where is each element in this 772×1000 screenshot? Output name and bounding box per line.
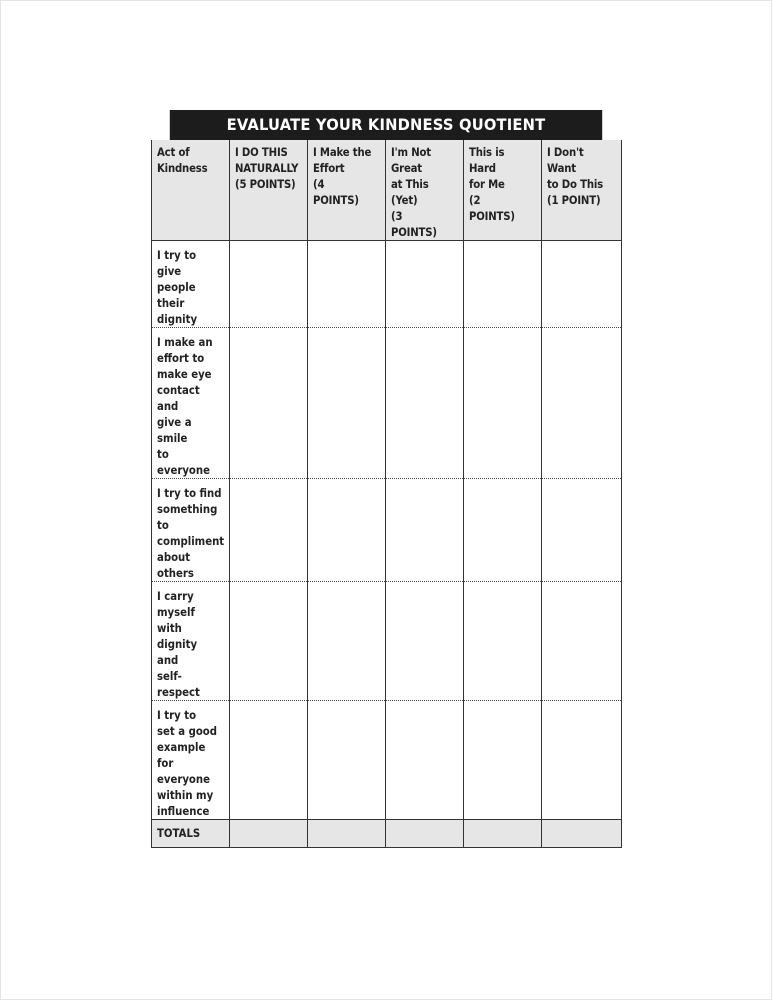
table-row — [152, 479, 622, 582]
worksheet-title: EVALUATE YOUR KINDNESS QUOTIENT — [170, 110, 602, 140]
score-cell[interactable] — [542, 328, 622, 479]
column-header-act: Act of Kindness — [152, 140, 230, 241]
score-cell[interactable] — [386, 479, 464, 582]
row-label: I try to set a good example for everyone within my influence — [152, 701, 230, 820]
score-cell[interactable] — [386, 241, 464, 328]
table-row — [152, 701, 622, 820]
column-header-4-points: I Make the Effort (4 POINTS) — [308, 140, 386, 241]
score-cell[interactable] — [308, 701, 386, 820]
row-label: I try to find something to compliment about others — [152, 479, 230, 582]
row-label: I carry myself with dignity and self-respect — [152, 582, 230, 701]
total-cell[interactable] — [542, 820, 622, 848]
table-row — [152, 241, 622, 328]
column-header-5-points: I DO THIS NATURALLY (5 POINTS) — [230, 140, 308, 241]
score-cell[interactable] — [464, 479, 542, 582]
score-cell[interactable] — [464, 701, 542, 820]
column-header-3-points: I'm Not Great at This (Yet) (3 POINTS) — [386, 140, 464, 241]
score-cell[interactable] — [464, 328, 542, 479]
score-cell[interactable] — [308, 241, 386, 328]
column-header-2-points: This is Hard for Me (2 POINTS) — [464, 140, 542, 241]
score-cell[interactable] — [230, 582, 308, 701]
totals-label: TOTALS — [152, 820, 230, 848]
score-cell[interactable] — [230, 241, 308, 328]
score-cell[interactable] — [542, 701, 622, 820]
total-cell[interactable] — [308, 820, 386, 848]
total-cell[interactable] — [230, 820, 308, 848]
kindness-worksheet — [151, 110, 621, 848]
total-cell[interactable] — [464, 820, 542, 848]
table-row — [152, 328, 622, 479]
score-cell[interactable] — [386, 582, 464, 701]
total-cell[interactable] — [386, 820, 464, 848]
score-cell[interactable] — [464, 241, 542, 328]
score-cell[interactable] — [542, 479, 622, 582]
score-cell[interactable] — [542, 582, 622, 701]
score-cell[interactable] — [542, 241, 622, 328]
table-header-row — [152, 140, 622, 241]
row-label: I try to give people their dignity — [152, 241, 230, 328]
score-cell[interactable] — [230, 701, 308, 820]
table-row — [152, 582, 622, 701]
totals-row — [152, 820, 622, 848]
score-cell[interactable] — [308, 582, 386, 701]
score-cell[interactable] — [308, 328, 386, 479]
row-label: I make an effort to make eye contact and give a smile to everyone — [152, 328, 230, 479]
score-cell[interactable] — [230, 328, 308, 479]
kindness-table — [151, 140, 622, 848]
score-cell[interactable] — [230, 479, 308, 582]
column-header-1-point: I Don't Want to Do This (1 POINT) — [542, 140, 622, 241]
score-cell[interactable] — [308, 479, 386, 582]
score-cell[interactable] — [386, 328, 464, 479]
score-cell[interactable] — [464, 582, 542, 701]
score-cell[interactable] — [386, 701, 464, 820]
